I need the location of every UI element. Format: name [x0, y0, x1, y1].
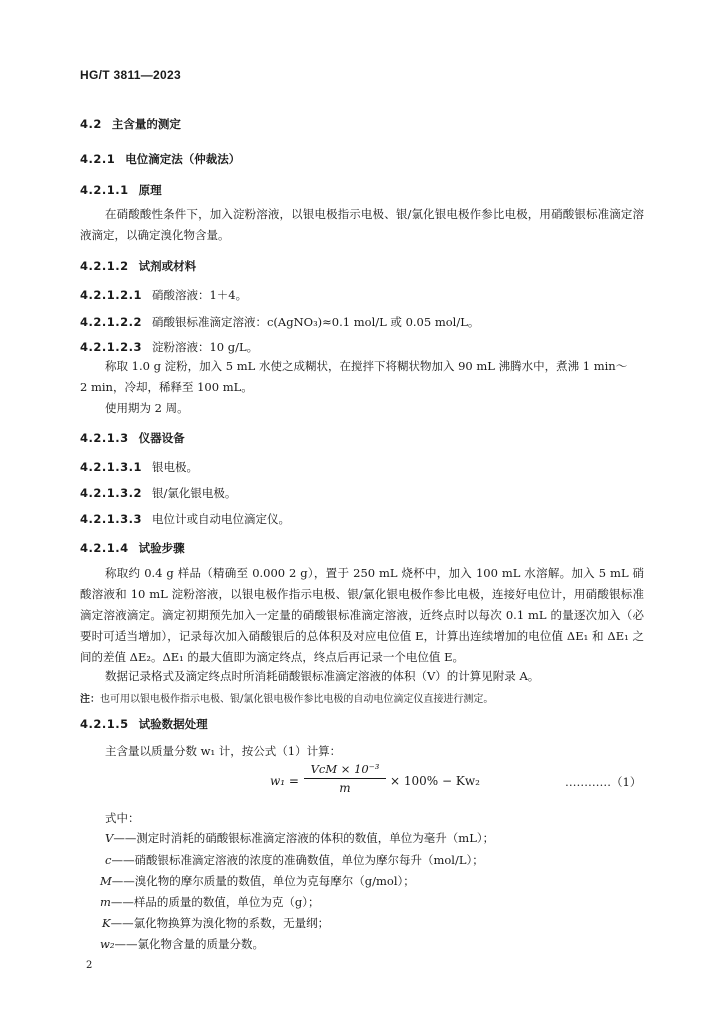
item-text: 电位计或自动电位滴定仪。	[151, 512, 290, 526]
section-4-2-1-2-heading	[80, 258, 196, 274]
fraction-bar	[304, 778, 386, 779]
starch-shelf-life: 使用期为 2 周。	[105, 401, 189, 415]
definition-item	[100, 936, 264, 952]
instrument-silver-electrode	[80, 459, 198, 475]
definition-text: ——样品的质量的数值，单位为克（g）；	[110, 895, 320, 909]
section-4-2-1-4-heading	[80, 540, 185, 556]
section-title: 试验步骤	[138, 541, 185, 555]
formula-denominator: m	[339, 781, 351, 795]
standard-number: HG/T 3811—2023	[80, 68, 181, 82]
definition-symbol: M	[100, 874, 112, 888]
definition-symbol: m	[100, 895, 111, 909]
definition-item	[100, 873, 415, 889]
section-title: 仪器设备	[138, 431, 185, 445]
formula-lhs: w₁ =	[270, 774, 299, 788]
section-4-2-1-1-heading	[80, 182, 162, 198]
formula-rhs: × 100% − Kw₂	[390, 774, 480, 788]
item-number: 4.2.1.2.2	[80, 315, 142, 329]
definition-text: ——测定时消耗的硝酸银标准滴定溶液的体积的数值，单位为毫升（mL）；	[113, 831, 495, 845]
definition-symbol: w₂	[100, 937, 115, 951]
item-number: 4.2.1.2.3	[80, 340, 142, 354]
starch-prep-line-2: 2 min，冷却，稀释至 100 mL。	[80, 380, 253, 394]
item-number: 4.2.1.3.2	[80, 486, 142, 500]
instrument-reference-electrode	[80, 485, 236, 501]
formula-fraction	[304, 762, 386, 795]
item-number: 4.2.1.3.1	[80, 460, 142, 474]
section-4-2-1-5-heading	[80, 716, 208, 732]
section-number: 4.2	[80, 117, 102, 131]
item-text: 银/氯化银电极。	[151, 486, 237, 500]
definition-item	[105, 830, 494, 846]
section-title: 原理	[138, 183, 162, 197]
definition-item	[102, 915, 329, 931]
reagent-nitric-acid	[80, 287, 247, 303]
section-4-2-heading	[80, 116, 181, 132]
where-label: 式中：	[105, 811, 140, 825]
definition-symbol: c	[105, 853, 112, 867]
instrument-titrator	[80, 511, 290, 527]
item-number: 4.2.1.2.1	[80, 288, 142, 302]
definition-text: ——氯化物换算为溴化物的系数，无量纲；	[110, 916, 330, 930]
section-number: 4.2.1.4	[80, 541, 129, 555]
item-text: 银电极。	[151, 460, 198, 474]
section-number: 4.2.1.2	[80, 259, 129, 273]
section-number: 4.2.1.5	[80, 717, 129, 731]
section-4-2-1-heading	[80, 151, 240, 167]
definition-item	[100, 894, 320, 910]
section-title: 主含量的测定	[111, 117, 181, 131]
note	[80, 690, 493, 705]
definition-text: ——氯化物含量的质量分数。	[114, 937, 264, 951]
starch-prep-line-1: 称取 1.0 g 淀粉，加入 5 mL 水使之成糊状，在搅拌下将糊状物加入 90 mL 沸腾水中，煮沸 1 min～	[105, 359, 628, 373]
item-number: 4.2.1.3.3	[80, 512, 142, 526]
section-number: 4.2.1.3	[80, 431, 129, 445]
definition-symbol: V	[105, 831, 114, 845]
note-label: 注：	[80, 694, 100, 705]
section-number: 4.2.1.1	[80, 183, 129, 197]
procedure-paragraph: 称取约 0.4 g 样品（精确至 0.000 2 g），置于 250 mL 烧杯中，加入 100 mL 水溶解。加入 5 mL 硝酸溶液和 10 mL 淀粉溶液，以银电极作指示电极、银/氯化银电极作参比电极，连接好电位计，用硝酸银标准滴定溶液滴定。滴定初期预先加入一定量的硝酸银标准滴定溶液，近终点时以每次 0.1 mL 的量逐次加入（必要时可适当增加），记录每次加入硝酸银后的总体积及对应电位值 E，计算出连续增加的电位值 ΔE₁ 和 ΔE₁ 之间的差值 ΔE₂。ΔE₁ 的最大值即为滴定终点，终点后再记录一个电位值 E。	[80, 566, 644, 664]
definition-text: ——硝酸银标准滴定溶液的浓度的准确数值，单位为摩尔每升（mol/L）；	[111, 853, 484, 867]
principle-paragraph: 在硝酸酸性条件下，加入淀粉溶液，以银电极指示电极、银/氯化银电极作参比电极，用硝酸银标准滴定溶液滴定，以确定溴化物含量。	[80, 207, 644, 242]
calculation-intro: 主含量以质量分数 w₁ 计，按公式（1）计算：	[105, 744, 342, 758]
section-title: 试剂或材料	[138, 259, 197, 273]
reagent-silver-nitrate	[80, 314, 479, 330]
record-format-line: 数据记录格式及滴定终点时所消耗硝酸银标准滴定溶液的体积（V）的计算见附录 A。	[105, 669, 540, 683]
formula-number: …………（1）	[565, 775, 642, 789]
item-text: 硝酸银标准滴定溶液：c(AgNO₃)≈0.1 mol/L 或 0.05 mol/L。	[151, 315, 480, 329]
formula-numerator: VcM × 10⁻³	[310, 762, 380, 776]
definition-text: ——溴化物的摩尔质量的数值，单位为克每摩尔（g/mol）；	[111, 874, 415, 888]
section-number: 4.2.1	[80, 152, 116, 166]
definition-symbol: K	[102, 916, 111, 930]
item-text: 硝酸溶液：1＋4。	[151, 288, 248, 302]
note-text: 也可用以银电极作指示电极、银/氯化银电极作参比电极的自动电位滴定仪直接进行测定。	[100, 694, 494, 705]
reagent-starch	[80, 339, 258, 355]
definition-item	[105, 852, 484, 868]
section-4-2-1-3-heading	[80, 430, 185, 446]
item-text: 淀粉溶液：10 g/L。	[151, 340, 259, 354]
section-title: 电位滴定法（仲裁法）	[125, 152, 241, 166]
section-title: 试验数据处理	[138, 717, 208, 731]
page-number: 2	[86, 960, 93, 971]
